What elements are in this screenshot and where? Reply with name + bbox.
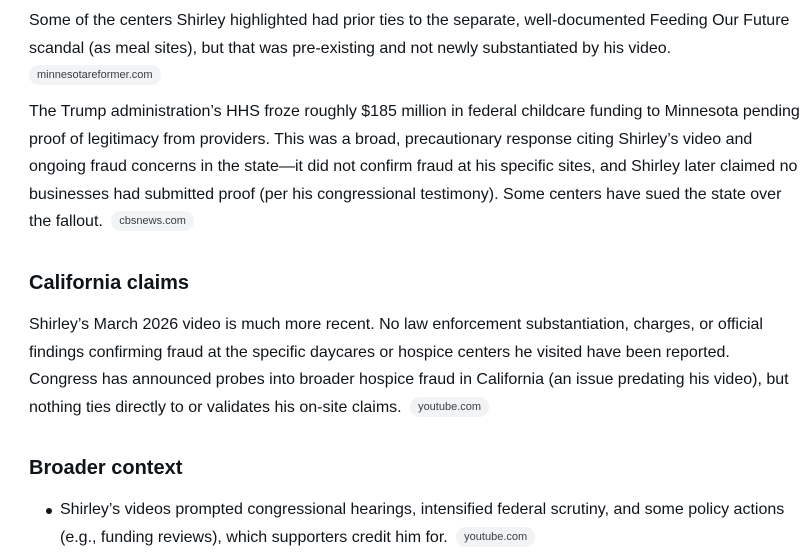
broader-context-list — [29, 496, 800, 551]
paragraph-text: The Trump administration’s HHS froze roughly $185 million in federal childcare funding to Minnesota pending proof of legitimacy from providers. This was a broad, precautionary response citing Shirley’s video and ongoing fraud concerns in the state—it did not confirm fraud at his specific sites, and Shirley later claimed no businesses had submitted proof (per his congressional testimony). Some centers have sued the state over the fallout. — [29, 103, 800, 230]
list-item-text: Shirley’s videos prompted congressional hearings, intensified federal scrutiny, and some policy actions (e.g., funding reviews), which supporters credit him for. — [60, 501, 785, 546]
list-item — [29, 496, 800, 551]
paragraph-california — [29, 311, 800, 421]
paragraph-text: Some of the centers Shirley highlighted had prior ties to the separate, well-documented Feeding Our Future scandal (as meal sites), but that was pre-existing and not newly substantiated by his video. — [29, 12, 790, 57]
heading-broader-context: Broader context — [29, 457, 183, 479]
source-chip-cbsnews[interactable]: cbsnews.com — [111, 211, 194, 231]
source-chip-youtube[interactable]: youtube.com — [456, 527, 535, 547]
paragraph-hhs-freeze — [29, 98, 800, 236]
paragraph-feeding-our-future — [29, 7, 800, 90]
bullet-icon — [46, 508, 52, 514]
source-chip-minnesotareformer[interactable]: minnesotareformer.com — [29, 65, 161, 85]
paragraph-text: Shirley’s March 2026 video is much more recent. No law enforcement substantiation, charges, or official findings confirming fraud at the specific daycares or hospice centers he visited have been reported. Congress has announced probes into broader hospice fraud in California (an issue predating his video), but nothing ties directly to or validates his on-site claims. — [29, 316, 789, 416]
heading-california-claims: California claims — [29, 272, 190, 294]
source-chip-youtube[interactable]: youtube.com — [410, 397, 489, 417]
